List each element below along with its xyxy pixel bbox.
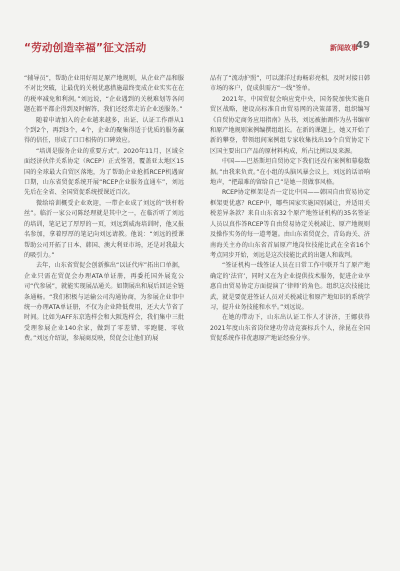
right-paragraph: RCEP协定框架是否一定比中国——韩国自由贸易协定框架更优惠？RCEP中，哪些国家实施国别减让，并适用关税差异条款？来自山东省32个原产地签证机构的35名签证人员以真作答RCEP等自由贸易协定关税减让、原产地规则及操作实务的每一道考题。由山东省贸促会，青岛海关、济南海关主办的山东省首届原产地岗位技能比武在全省16个考点同步开始，刘远是这次技能比武的出题人和裁判。 [210,189,370,259]
right-paragraph: 中国——巴基斯坦自贸协定下我们还没有案例和幕稳数据。”由我来负责。”在小组的头脑风暴会议上，刘远的话语响地声，“把最难的留给自己”是她一贯做事风格。 [210,158,370,187]
left-paragraph: “辅导员”，帮助企业用好用足原产地规则，从企业产品和服不对比突破，让最优的关税优惠措施最终变成企业实实在在的税率减免和利润。”刘远说，“企业遇到的关税难划等各问题在都平都企得到及时解答，我们还经常走访企业送服务。” [24,75,184,114]
left-paragraph: 随着申请加入的企业越来越多，出证、认证工作群从1个到2个，再到3个，4个，企业的聚集得适于优质的服务贏得的信任，形成了口口相传的口碑效应。 [24,116,184,145]
right-paragraph: 2021年，中国贸促会响应党中央，国务院加快实施自贸区战略，建设高标准自由贸易网的决策部署，组织编写《自贸协定商务应用指南》丛书，刘远被抽调作为丛书编审和原产地规则案例编撰组组长。在新的课题上，她又开始了新的攀登，带领组间案例组专家收集找出19个自贸协定下区国主要出口产品的原材料构成，所占比例以及来源。 [210,95,370,155]
left-column [24,74,184,544]
right-paragraph: “签证机构一线签证人员在日常工作中联开当了原产地确定的‘法官’，同时又在为企业提供技术服务，促进企业享惠自由贸易协定方面提演了‘律师’的角色。组织这次技能比武，就是要促进签证人员对关税减让和原产地知识的系统学习，提升业务技能和水平。”刘远说。 [210,262,370,311]
page-number: 49 [356,40,370,51]
left-paragraph: 微给培训概受企业欢迎，一带企业成了刘远的“铁杆粉丝”。临沂一家公司陈经理就是其中之一，在临沂听了刘远的培训，笔记记了厚厚的一页，刘远到威海培训时，他又报名参加，拿着厚厚的笔记向刘远请教。他说：“刘远的授课帮助公司开拓了日本、韩国、澳大利亚市场，还是对我最大的吸引力。” [24,199,184,259]
page-header [0,0,400,60]
page-title: “劳动创造幸福”征文活动 [24,42,147,54]
right-paragraph: 品有了“流动护照”，可以潇洋过海畅彩亮相，及时对接日韩市场的客户，促成供需方“一线”签单。 [210,75,370,93]
left-paragraph: 去年，山东省贸促会创新推出“以证代库”拓出口单据，企业只需在贸促会办理ATA单证册，再委托国外展览公司“代参展”，就能实现展品通关。如期展出和展后回运全链条通畅。“我们积极与运输公司沟通协商，为参展企业事中统一办理ATA单证册，不仅为企业降低费用，还大大节省了时间。比如为AFF东京选样会和大阪选样会，我们集中三批受理参展企业140余家，做到了零差错、零跑腿、零收费。”刘远介绍说，参展商反映，贸促会让他们的展 [24,262,184,343]
right-paragraph: 在她的带动下，山东出认证工作人才济济，王娜获得2021年度山东省岗位建功劳动竞赛标兵个人，徐昆在全国贸促系统作非优惠原产地证经验分享。 [210,314,370,343]
right-column [210,74,370,544]
left-paragraph: “培训是服务企业的重要方式”。2020年11月，区域全面经济伙伴关系协定（RCEP）正式签署，覆盖亚太地区15国的全球最大自贸区落地，为了帮助企业抢抓RCEP机遇窗口期，山东省贸促系统开展“RCEP企业服务直通车”，刘远先后在全省、全国贸促系统授课近百次。 [24,147,184,197]
section-tag: 新闻故事 [330,44,358,52]
